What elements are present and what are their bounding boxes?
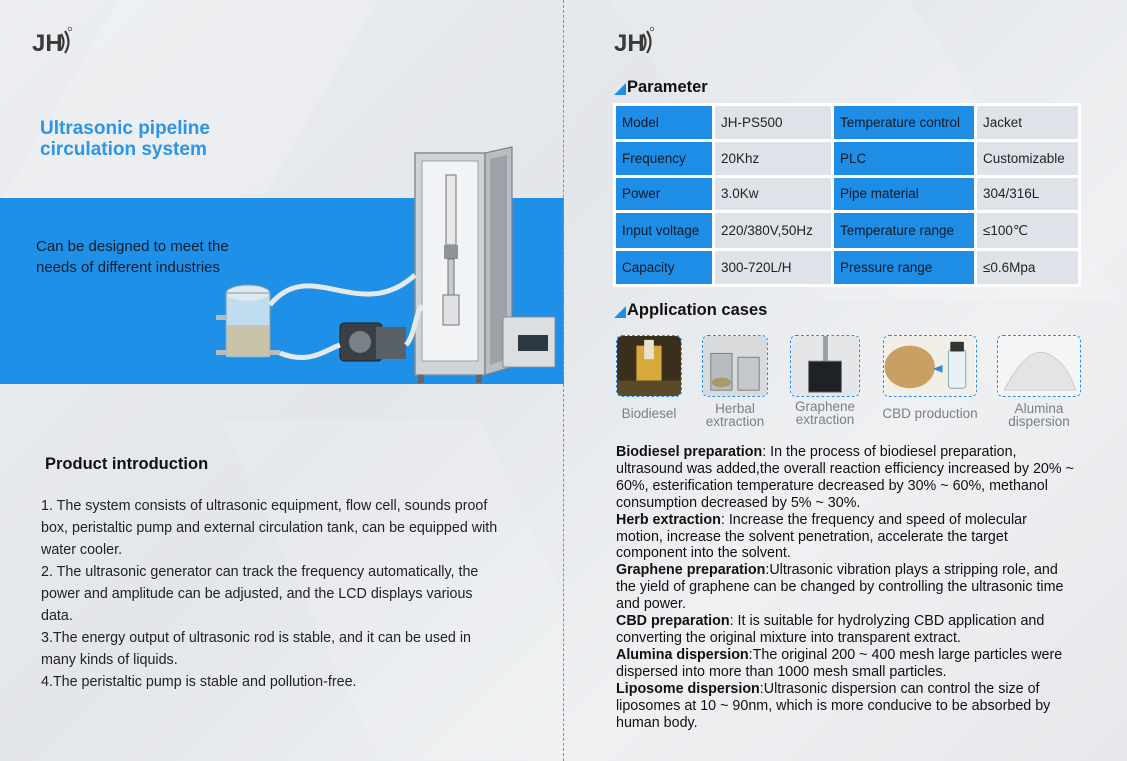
application-cases [614,335,1084,435]
triangle-bullet-icon [614,83,626,95]
description-term: Herb extraction [616,511,721,528]
description-term: Alumina dispersion [616,646,749,663]
description-text: Ultrasonic dispersion can control the size of liposomes at 10 ~ 90nm, which is more conducive to be absorbed by human body. [616,680,1051,731]
description-paragraph [616,647,1076,681]
param-key: Frequency [616,142,712,175]
jh-logo-icon [612,24,656,60]
applications-heading-text: Application cases [627,301,768,319]
product-title: Ultrasonic pipeline circulation system [40,118,210,160]
app-label: Alumina dispersion [1008,401,1070,429]
description-separator: : [748,646,753,663]
applications-heading [614,301,767,320]
table-row [616,106,1078,139]
intro-heading: Product introduction [45,455,209,473]
parameter-table [613,103,1081,287]
right-page [564,0,1127,761]
param-key: Input voltage [616,213,712,248]
description-paragraph [616,613,1076,647]
description-separator: : [762,444,771,460]
description-paragraph [616,512,1076,563]
description-separator: : [765,562,770,579]
param-value: Customizable [977,142,1078,175]
banner-text: Can be designed to meet the needs of different industries [36,238,229,276]
param-key: Model [616,106,712,139]
company-logo [30,24,74,60]
app-label: CBD production [882,406,978,421]
list-item: 2. The ultrasonic generator can track the frequency automatically, the power and amplitude can be adjusted, and the LCD displays various data. [41,564,479,624]
list-item: 1. The system consists of ultrasonic equipment, flow cell, sounds proof box, peristaltic pump and external circulation tank, can be equipped with water cooler. [41,498,498,558]
cbd-production-photo-icon [883,335,977,397]
param-key: Power [616,178,712,211]
param-key: Pressure range [834,251,974,284]
app-case-biodiesel [614,335,684,420]
svg-text:JH: JH [32,30,63,57]
param-value: Jacket [977,106,1078,139]
intro-list [41,495,501,693]
description-text: Ultrasonic vibration plays a stripping role, and the yield of graphene can be changed by controlling the ultrasonic time and power. [616,562,1064,613]
herbal-extraction-photo-icon [702,335,768,397]
triangle-bullet-icon [614,306,626,318]
param-key: Pipe material [834,178,974,211]
app-case-cbd [879,335,981,420]
alumina-dispersion-photo-icon [997,335,1081,397]
description-term: Graphene preparation [616,562,766,579]
param-value: 300-720L/H [715,251,831,284]
description-text: It is suitable for hydrolyzing CBD application and converting the original mixture into transparent extract. [616,613,1045,646]
param-key: Temperature range [834,213,974,248]
description-term: Biodiesel preparation [616,444,763,460]
description-separator: : [720,511,729,528]
list-item: 4.The peristaltic pump is stable and pollution-free. [41,674,357,690]
param-key: PLC [834,142,974,175]
app-case-herbal [700,335,770,428]
app-label: Biodiesel [621,406,677,421]
list-item: 3.The energy output of ultrasonic rod is stable, and it can be used in many kinds of liquids. [41,630,471,668]
param-key: Capacity [616,251,712,284]
app-case-alumina [989,335,1089,428]
description-term: CBD preparation [616,613,730,630]
table-row [616,251,1078,284]
param-value: ≤100℃ [977,213,1078,248]
param-value: 20Khz [715,142,831,175]
biodiesel-photo-icon [616,335,682,397]
param-value: 3.0Kw [715,178,831,211]
app-label: Graphene extraction [794,399,856,427]
parameter-heading [614,78,708,97]
table-row [616,142,1078,175]
description-term: Liposome dispersion [616,680,760,697]
svg-text:JH: JH [614,30,645,57]
param-value: JH-PS500 [715,106,831,139]
product-system-illustration [200,145,560,385]
table-row [616,213,1078,248]
app-label: Herbal extraction [705,401,765,429]
table-row [616,178,1078,211]
param-value: 304/316L [977,178,1078,211]
description-paragraph [616,681,1076,732]
application-descriptions [616,444,1076,731]
description-paragraph [616,444,1076,512]
jh-logo-icon [30,24,74,60]
company-logo [612,24,656,60]
app-case-graphene [786,335,864,426]
param-key: Temperature control [834,106,974,139]
graphene-extraction-photo-icon [790,335,860,397]
description-text: Increase the frequency and speed of molecular motion, increase the solvent penetration, accelerate the target component into the solvent. [616,511,1027,562]
description-separator: : [729,613,738,630]
param-value: ≤0.6Mpa [977,251,1078,284]
description-text: In the process of biodiesel preparation, ultrasound was added,the overall reaction efficiency increased by 20% ~ 60%, esterification temperature decreased by 30% ~ 60%, methanol consumption decreased by 5% ~ 30%. [616,444,1074,511]
parameter-heading-text: Parameter [627,78,708,96]
param-value: 220/380V,50Hz [715,213,831,248]
description-separator: : [759,680,764,697]
description-text: The original 200 ~ 400 mesh large particles were dispersed into more than 1000 mesh small particles. [616,646,1063,680]
description-paragraph [616,562,1076,613]
